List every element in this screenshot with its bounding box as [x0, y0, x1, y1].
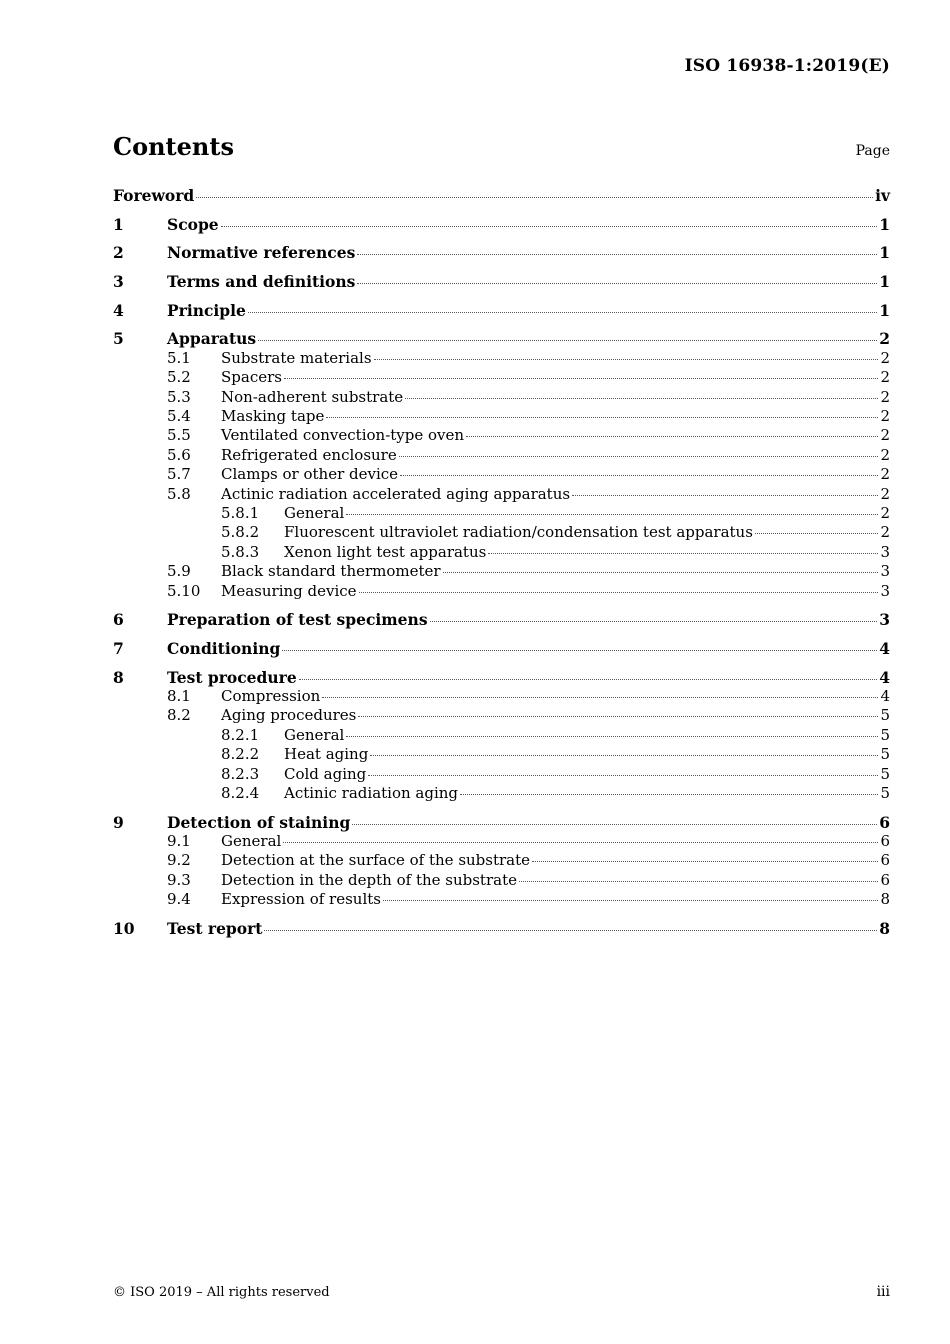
dot-leader — [519, 881, 878, 882]
toc-entry[interactable] — [113, 186, 890, 205]
toc-entry-page: 2 — [880, 503, 890, 522]
toc-entry-page: 2 — [880, 445, 890, 464]
dot-leader — [359, 592, 879, 593]
toc-entry-number: 5.8.3 — [221, 542, 260, 561]
toc-entry-title: Aging procedures — [221, 706, 357, 725]
toc-entry-page: 4 — [879, 667, 890, 687]
dot-leader — [430, 621, 878, 622]
toc-entry-title: Detection in the depth of the substrate — [221, 870, 517, 889]
dot-leader — [248, 312, 877, 313]
toc-entry[interactable] — [113, 543, 890, 562]
toc-entry[interactable] — [113, 407, 890, 426]
dot-leader — [258, 340, 877, 341]
toc-entry-number: 8.2.2 — [221, 745, 260, 764]
toc-entry-number: 7 — [113, 638, 124, 658]
toc-entry-number: 8.2.3 — [221, 764, 260, 783]
toc-entry-page: 6 — [880, 851, 890, 870]
toc-entry[interactable] — [113, 813, 890, 832]
toc-entry-page: iv — [875, 186, 890, 205]
page-column-label: Page — [855, 143, 890, 159]
toc-entry-title: General — [284, 725, 345, 744]
toc-entry[interactable] — [113, 504, 890, 523]
toc-entry-title: Actinic radiation accelerated aging apparatus — [221, 484, 571, 503]
contents-heading: Contents — [113, 132, 234, 161]
toc-entry-number: 5.10 — [167, 581, 201, 600]
toc-entry-title: Scope — [167, 214, 219, 234]
toc-entry[interactable] — [113, 582, 890, 601]
toc-entry-page: 2 — [880, 407, 890, 425]
toc-entry-number: 1 — [113, 214, 124, 234]
toc-entry-title: Black standard thermometer — [221, 562, 441, 581]
toc-entry-title: Substrate materials — [221, 348, 372, 367]
toc-entry-number: 5.8.2 — [221, 523, 260, 542]
toc-entry[interactable] — [113, 446, 890, 465]
toc-entry[interactable] — [113, 426, 890, 445]
toc-entry-title: Fluorescent ultraviolet radiation/condensation test apparatus — [284, 523, 753, 542]
dot-leader — [283, 842, 878, 843]
toc-entry-number: 5.2 — [167, 368, 191, 387]
toc-entry[interactable] — [113, 301, 890, 320]
toc-entry-number: 10 — [113, 918, 135, 938]
dot-leader — [460, 794, 878, 795]
toc-entry-title: Expression of results — [221, 890, 381, 909]
toc-entry-title: Compression — [221, 686, 321, 705]
toc-entry-page: 2 — [880, 523, 890, 542]
toc-entry-number: 5.3 — [167, 387, 191, 406]
dot-leader — [383, 900, 878, 901]
toc-entry-number: 8.1 — [167, 686, 191, 705]
toc-entry-number: 6 — [113, 610, 124, 630]
toc-entry-page: 5 — [880, 745, 890, 764]
toc-entry-title: Terms and definitions — [167, 272, 356, 292]
toc-entry-page: 1 — [879, 243, 890, 263]
dot-leader — [572, 495, 878, 496]
dot-leader — [466, 436, 878, 437]
dot-leader — [532, 861, 878, 862]
toc-entry-number: 5.6 — [167, 445, 191, 464]
toc-entry-page: 2 — [880, 426, 890, 445]
dot-leader — [357, 254, 877, 255]
toc-entry[interactable] — [113, 919, 890, 938]
table-of-contents — [113, 186, 890, 938]
toc-entry-page: 5 — [880, 725, 890, 744]
toc-entry-page: 1 — [879, 300, 890, 320]
toc-entry-number: 5.7 — [167, 465, 191, 484]
dot-leader — [322, 697, 878, 698]
toc-entry-number: 8.2.1 — [221, 725, 260, 744]
toc-entry-page: 4 — [879, 638, 890, 658]
toc-entry-page: 3 — [880, 581, 890, 600]
toc-entry[interactable] — [113, 706, 890, 725]
toc-entry-page: 3 — [880, 542, 890, 561]
toc-entry-number: 5.8.1 — [221, 503, 260, 522]
toc-entry-title: Apparatus — [167, 329, 257, 349]
toc-entry-number: 8 — [113, 667, 124, 687]
toc-entry-title: General — [221, 832, 282, 850]
toc-entry[interactable] — [113, 668, 890, 687]
toc-entry[interactable] — [113, 745, 890, 764]
dot-leader — [368, 775, 878, 776]
toc-entry-page: 5 — [880, 783, 890, 802]
toc-entry-title: Xenon light test apparatus — [284, 542, 487, 561]
toc-entry-title: Foreword — [113, 186, 195, 205]
toc-entry-title: Detection at the surface of the substrate — [221, 851, 531, 870]
toc-entry-page: 5 — [880, 764, 890, 783]
toc-entry[interactable] — [113, 832, 890, 851]
toc-entry[interactable] — [113, 215, 890, 234]
dot-leader — [352, 824, 877, 825]
toc-entry-page: 1 — [879, 214, 890, 234]
toc-entry-number: 9.3 — [167, 870, 191, 889]
toc-entry-number: 5.1 — [167, 348, 191, 367]
toc-entry-title: Test procedure — [167, 667, 297, 687]
dot-leader — [357, 283, 877, 284]
toc-entry-title: Test report — [167, 918, 263, 938]
toc-entry[interactable] — [113, 562, 890, 581]
dot-leader — [405, 398, 878, 399]
toc-entry[interactable] — [113, 243, 890, 262]
toc-entry-number: 5.4 — [167, 407, 191, 425]
dot-leader — [358, 716, 878, 717]
toc-entry-title: Heat aging — [284, 745, 369, 764]
dot-leader — [443, 572, 879, 573]
toc-entry[interactable] — [113, 610, 890, 629]
toc-entry-title: Actinic radiation aging — [284, 783, 459, 802]
dot-leader — [346, 514, 878, 515]
toc-entry-title: Masking tape — [221, 407, 325, 425]
toc-entry[interactable] — [113, 765, 890, 784]
dot-leader — [299, 679, 878, 680]
toc-entry-title: Clamps or other device — [221, 465, 399, 484]
dot-leader — [282, 650, 877, 651]
toc-entry[interactable] — [113, 272, 890, 291]
toc-entry-page: 6 — [880, 870, 890, 889]
toc-entry-title: Preparation of test specimens — [167, 610, 428, 630]
toc-entry[interactable] — [113, 871, 890, 890]
dot-leader — [326, 417, 878, 418]
toc-entry-number: 8.2.4 — [221, 783, 260, 802]
dot-leader — [346, 736, 878, 737]
toc-entry[interactable] — [113, 784, 890, 803]
copyright-notice: © ISO 2019 – All rights reserved — [113, 1285, 330, 1300]
toc-entry-page: 2 — [880, 387, 890, 406]
toc-entry[interactable] — [113, 851, 890, 870]
toc-entry[interactable] — [113, 523, 890, 542]
toc-entry[interactable] — [113, 465, 890, 484]
toc-entry[interactable] — [113, 687, 890, 706]
toc-entry-page: 2 — [880, 465, 890, 484]
dot-leader — [399, 456, 879, 457]
toc-entry[interactable] — [113, 368, 890, 387]
dot-leader — [221, 226, 878, 227]
toc-entry[interactable] — [113, 329, 890, 348]
toc-entry-page: 8 — [879, 918, 890, 938]
toc-entry-number: 4 — [113, 300, 124, 320]
toc-entry-number: 5.8 — [167, 484, 191, 503]
toc-entry[interactable] — [113, 639, 890, 658]
dot-leader — [488, 553, 878, 554]
dot-leader — [284, 378, 878, 379]
toc-entry[interactable] — [113, 890, 890, 909]
toc-entry-title: Spacers — [221, 368, 282, 387]
toc-entry-number: 5.9 — [167, 562, 191, 581]
toc-entry-title: Refrigerated enclosure — [221, 445, 397, 464]
dot-leader — [374, 359, 879, 360]
toc-entry-page: 2 — [879, 329, 890, 349]
toc-entry-number: 8.2 — [167, 706, 191, 725]
toc-entry-title: Ventilated convection-type oven — [221, 426, 465, 445]
toc-entry[interactable] — [113, 726, 890, 745]
toc-entry-number: 5.5 — [167, 426, 191, 445]
toc-entry[interactable] — [113, 388, 890, 407]
toc-entry-page: 2 — [880, 484, 890, 503]
toc-entry-number: 3 — [113, 272, 124, 292]
toc-entry-page: 2 — [880, 348, 890, 367]
toc-entry-page: 5 — [880, 706, 890, 725]
toc-entry-title: General — [284, 503, 345, 522]
toc-entry-number: 9.4 — [167, 890, 191, 909]
toc-entry[interactable] — [113, 349, 890, 368]
dot-leader — [196, 197, 873, 198]
toc-entry-number: 9.2 — [167, 851, 191, 870]
toc-entry-title: Cold aging — [284, 764, 367, 783]
toc-entry-number: 5 — [113, 329, 124, 349]
toc-entry-title: Detection of staining — [167, 812, 351, 832]
toc-entry-page: 1 — [879, 272, 890, 292]
toc-entry[interactable] — [113, 485, 890, 504]
toc-entry-number: 9 — [113, 812, 124, 832]
dot-leader — [755, 533, 879, 534]
toc-entry-number: 2 — [113, 243, 124, 263]
toc-entry-page: 6 — [880, 832, 890, 850]
toc-entry-page: 2 — [880, 368, 890, 387]
toc-entry-title: Measuring device — [221, 581, 357, 600]
dot-leader — [264, 930, 877, 931]
toc-entry-number: 9.1 — [167, 832, 191, 850]
dot-leader — [370, 755, 878, 756]
toc-entry-page: 8 — [880, 890, 890, 909]
document-id: ISO 16938-1:2019(E) — [684, 56, 890, 76]
toc-entry-title: Conditioning — [167, 638, 281, 658]
toc-entry-page: 3 — [879, 610, 890, 630]
toc-entry-page: 4 — [880, 686, 890, 705]
toc-entry-title: Principle — [167, 300, 246, 320]
page-number: iii — [876, 1284, 890, 1300]
dot-leader — [400, 475, 878, 476]
toc-entry-page: 6 — [879, 812, 890, 832]
toc-entry-title: Normative references — [167, 243, 356, 263]
toc-entry-page: 3 — [880, 562, 890, 581]
toc-entry-title: Non-adherent substrate — [221, 387, 404, 406]
